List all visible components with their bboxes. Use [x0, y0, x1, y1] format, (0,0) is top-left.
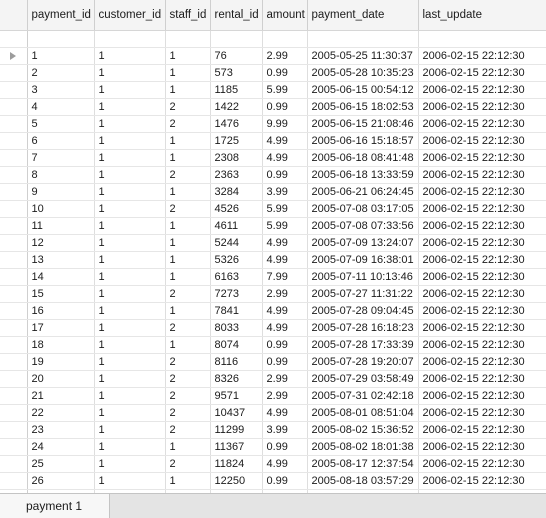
- cell-amount[interactable]: 7.99: [262, 269, 307, 286]
- gap-cell: [210, 31, 262, 48]
- column-header-staff-id[interactable]: staff_id: [165, 0, 210, 31]
- cell-amount[interactable]: 0.99: [262, 167, 307, 184]
- cell-last-update[interactable]: 2006-02-15 22:12:30: [418, 201, 546, 218]
- row-header[interactable]: [0, 303, 27, 320]
- cell-staff-id[interactable]: 1: [165, 218, 210, 235]
- cell-payment-id[interactable]: 20: [27, 371, 94, 388]
- table-row[interactable]: [0, 354, 546, 371]
- row-header[interactable]: [0, 405, 27, 422]
- cell-rental-id[interactable]: 1185: [210, 82, 262, 99]
- cell-customer-id[interactable]: 1: [94, 82, 165, 99]
- cell-amount[interactable]: 4.99: [262, 252, 307, 269]
- cell-payment-id[interactable]: 24: [27, 439, 94, 456]
- cell-last-update[interactable]: 2006-02-15 22:12:30: [418, 337, 546, 354]
- cell-last-update[interactable]: 2006-02-15 22:12:30: [418, 422, 546, 439]
- cell-payment-date[interactable]: 2005-08-02 15:36:52: [307, 422, 418, 439]
- table-row[interactable]: [0, 388, 546, 405]
- cell-payment-id[interactable]: 13: [27, 252, 94, 269]
- column-header-amount[interactable]: amount: [262, 0, 307, 31]
- table-row[interactable]: [0, 235, 546, 252]
- gap-cell: [27, 31, 94, 48]
- cell-amount[interactable]: 5.99: [262, 201, 307, 218]
- cell-payment-date[interactable]: 2005-07-28 16:18:23: [307, 320, 418, 337]
- cell-staff-id[interactable]: 1: [165, 133, 210, 150]
- row-header[interactable]: [0, 371, 27, 388]
- cell-customer-id[interactable]: 1: [94, 286, 165, 303]
- cell-payment-date[interactable]: 2005-07-09 13:24:07: [307, 235, 418, 252]
- cell-rental-id[interactable]: 7273: [210, 286, 262, 303]
- cell-rental-id[interactable]: 1422: [210, 99, 262, 116]
- cell-customer-id[interactable]: 1: [94, 354, 165, 371]
- gap-cell: [262, 31, 307, 48]
- cell-rental-id[interactable]: 76: [210, 48, 262, 65]
- cell-payment-id[interactable]: 25: [27, 456, 94, 473]
- cell-payment-id[interactable]: 15: [27, 286, 94, 303]
- row-header[interactable]: [0, 167, 27, 184]
- row-header[interactable]: [0, 320, 27, 337]
- cell-last-update[interactable]: 2006-02-15 22:12:30: [418, 184, 546, 201]
- cell-last-update[interactable]: 2006-02-15 22:12:30: [418, 456, 546, 473]
- cell-rental-id[interactable]: 4526: [210, 201, 262, 218]
- cell-rental-id[interactable]: 1725: [210, 133, 262, 150]
- cell-payment-date[interactable]: 2005-06-18 13:33:59: [307, 167, 418, 184]
- row-header[interactable]: [0, 286, 27, 303]
- row-header[interactable]: [0, 65, 27, 82]
- table-row[interactable]: [0, 167, 546, 184]
- cell-payment-id[interactable]: 7: [27, 150, 94, 167]
- cell-payment-id[interactable]: 18: [27, 337, 94, 354]
- cell-amount[interactable]: 5.99: [262, 82, 307, 99]
- cell-rental-id[interactable]: 5326: [210, 252, 262, 269]
- cell-amount[interactable]: 3.99: [262, 184, 307, 201]
- cell-staff-id[interactable]: 1: [165, 303, 210, 320]
- table-row[interactable]: [0, 456, 546, 473]
- cell-staff-id[interactable]: 1: [165, 150, 210, 167]
- row-pointer-icon: [10, 52, 16, 60]
- cell-amount[interactable]: 0.99: [262, 65, 307, 82]
- cell-payment-id[interactable]: 21: [27, 388, 94, 405]
- cell-payment-date[interactable]: 2005-06-15 21:08:46: [307, 116, 418, 133]
- table-row[interactable]: [0, 65, 546, 82]
- row-header[interactable]: [0, 354, 27, 371]
- cell-rental-id[interactable]: 7841: [210, 303, 262, 320]
- row-header[interactable]: [0, 388, 27, 405]
- row-header[interactable]: [0, 422, 27, 439]
- cell-payment-date[interactable]: 2005-06-18 08:41:48: [307, 150, 418, 167]
- cell-last-update[interactable]: 2006-02-15 22:12:30: [418, 167, 546, 184]
- table-row[interactable]: [0, 99, 546, 116]
- header-row: [0, 0, 546, 31]
- cell-customer-id[interactable]: 1: [94, 48, 165, 65]
- cell-amount[interactable]: 4.99: [262, 235, 307, 252]
- cell-customer-id[interactable]: 1: [94, 184, 165, 201]
- table-row[interactable]: [0, 371, 546, 388]
- cell-rental-id[interactable]: 8326: [210, 371, 262, 388]
- cell-last-update[interactable]: 2006-02-15 22:12:30: [418, 439, 546, 456]
- cell-staff-id[interactable]: 2: [165, 405, 210, 422]
- cell-rental-id[interactable]: 11367: [210, 439, 262, 456]
- cell-payment-date[interactable]: 2005-08-02 18:01:38: [307, 439, 418, 456]
- column-header-payment-date[interactable]: payment_date: [307, 0, 418, 31]
- cell-payment-date[interactable]: 2005-05-28 10:35:23: [307, 65, 418, 82]
- cell-last-update[interactable]: 2006-02-15 22:12:30: [418, 269, 546, 286]
- table-row[interactable]: [0, 252, 546, 269]
- cell-customer-id[interactable]: 1: [94, 133, 165, 150]
- cell-amount[interactable]: 5.99: [262, 218, 307, 235]
- cell-staff-id[interactable]: 2: [165, 388, 210, 405]
- cell-payment-id[interactable]: 17: [27, 320, 94, 337]
- cell-payment-date[interactable]: 2005-07-28 09:04:45: [307, 303, 418, 320]
- cell-last-update[interactable]: 2006-02-15 22:12:30: [418, 388, 546, 405]
- cell-payment-date[interactable]: 2005-07-08 07:33:56: [307, 218, 418, 235]
- table-row[interactable]: [0, 150, 546, 167]
- column-header-last-update[interactable]: last_update: [418, 0, 546, 31]
- cell-rental-id[interactable]: 573: [210, 65, 262, 82]
- cell-amount[interactable]: 0.99: [262, 337, 307, 354]
- cell-amount[interactable]: 4.99: [262, 303, 307, 320]
- cell-customer-id[interactable]: 1: [94, 371, 165, 388]
- cell-rental-id[interactable]: 8116: [210, 354, 262, 371]
- cell-customer-id[interactable]: 1: [94, 116, 165, 133]
- cell-last-update[interactable]: 2006-02-15 22:12:30: [418, 116, 546, 133]
- cell-rental-id[interactable]: 3284: [210, 184, 262, 201]
- cell-last-update[interactable]: 2006-02-15 22:12:30: [418, 65, 546, 82]
- cell-payment-date[interactable]: 2005-07-09 16:38:01: [307, 252, 418, 269]
- table-row[interactable]: [0, 320, 546, 337]
- cell-staff-id[interactable]: 1: [165, 439, 210, 456]
- cell-payment-date[interactable]: 2005-07-08 03:17:05: [307, 201, 418, 218]
- cell-payment-date[interactable]: 2005-06-15 18:02:53: [307, 99, 418, 116]
- cell-staff-id[interactable]: 2: [165, 286, 210, 303]
- cell-payment-id[interactable]: 2: [27, 65, 94, 82]
- cell-payment-date[interactable]: 2005-07-11 10:13:46: [307, 269, 418, 286]
- row-header-gap: [0, 31, 27, 48]
- cell-last-update[interactable]: 2006-02-15 22:12:30: [418, 371, 546, 388]
- column-header-payment-id[interactable]: payment_id: [27, 0, 94, 31]
- cell-staff-id[interactable]: 1: [165, 48, 210, 65]
- row-header-corner: [0, 0, 27, 31]
- cell-customer-id[interactable]: 1: [94, 439, 165, 456]
- cell-customer-id[interactable]: 1: [94, 388, 165, 405]
- cell-amount[interactable]: 4.99: [262, 320, 307, 337]
- cell-amount[interactable]: 3.99: [262, 422, 307, 439]
- row-header[interactable]: [0, 252, 27, 269]
- row-header[interactable]: [0, 82, 27, 99]
- cell-amount[interactable]: 4.99: [262, 405, 307, 422]
- cell-customer-id[interactable]: 1: [94, 150, 165, 167]
- cell-rental-id[interactable]: 8033: [210, 320, 262, 337]
- cell-payment-id[interactable]: 4: [27, 99, 94, 116]
- table-row[interactable]: [0, 218, 546, 235]
- cell-rental-id[interactable]: 2308: [210, 150, 262, 167]
- cell-staff-id[interactable]: 1: [165, 184, 210, 201]
- cell-rental-id[interactable]: 4611: [210, 218, 262, 235]
- column-header-customer-id[interactable]: customer_id: [94, 0, 165, 31]
- cell-staff-id[interactable]: 1: [165, 473, 210, 490]
- cell-last-update[interactable]: 2006-02-15 22:12:30: [418, 218, 546, 235]
- table-row[interactable]: [0, 337, 546, 354]
- cell-rental-id[interactable]: 10437: [210, 405, 262, 422]
- cell-staff-id[interactable]: 1: [165, 82, 210, 99]
- table-row[interactable]: [0, 439, 546, 456]
- cell-customer-id[interactable]: 1: [94, 473, 165, 490]
- cell-payment-date[interactable]: 2005-07-29 03:58:49: [307, 371, 418, 388]
- gap-cell: [418, 31, 546, 48]
- cell-customer-id[interactable]: 1: [94, 235, 165, 252]
- cell-last-update[interactable]: 2006-02-15 22:12:30: [418, 252, 546, 269]
- gap-cell: [94, 31, 165, 48]
- cell-payment-id[interactable]: 3: [27, 82, 94, 99]
- cell-staff-id[interactable]: 2: [165, 422, 210, 439]
- table-row[interactable]: [0, 405, 546, 422]
- cell-payment-date[interactable]: 2005-05-25 11:30:37: [307, 48, 418, 65]
- table-row[interactable]: [0, 201, 546, 218]
- cell-payment-date[interactable]: 2005-07-31 02:42:18: [307, 388, 418, 405]
- cell-rental-id[interactable]: 11299: [210, 422, 262, 439]
- gap-cell: [165, 31, 210, 48]
- cell-payment-id[interactable]: 14: [27, 269, 94, 286]
- row-header[interactable]: [0, 439, 27, 456]
- cell-payment-id[interactable]: 23: [27, 422, 94, 439]
- cell-rental-id[interactable]: 1476: [210, 116, 262, 133]
- cell-payment-date[interactable]: 2005-07-27 11:31:22: [307, 286, 418, 303]
- cell-last-update[interactable]: 2006-02-15 22:12:30: [418, 473, 546, 490]
- table-row[interactable]: [0, 473, 546, 490]
- row-header[interactable]: [0, 184, 27, 201]
- table-row[interactable]: [0, 269, 546, 286]
- cell-staff-id[interactable]: 2: [165, 354, 210, 371]
- cell-amount[interactable]: 4.99: [262, 133, 307, 150]
- cell-amount[interactable]: 4.99: [262, 150, 307, 167]
- cell-payment-id[interactable]: 1: [27, 48, 94, 65]
- table-row[interactable]: [0, 48, 546, 65]
- cell-amount[interactable]: 2.99: [262, 286, 307, 303]
- cell-last-update[interactable]: 2006-02-15 22:12:30: [418, 354, 546, 371]
- row-header[interactable]: [0, 269, 27, 286]
- cell-customer-id[interactable]: 1: [94, 337, 165, 354]
- cell-payment-id[interactable]: 22: [27, 405, 94, 422]
- header-gap: [0, 31, 546, 48]
- row-header[interactable]: [0, 473, 27, 490]
- cell-staff-id[interactable]: 2: [165, 99, 210, 116]
- cell-amount[interactable]: 4.99: [262, 456, 307, 473]
- cell-payment-id[interactable]: 26: [27, 473, 94, 490]
- table-row[interactable]: [0, 184, 546, 201]
- cell-amount[interactable]: 0.99: [262, 439, 307, 456]
- cell-last-update[interactable]: 2006-02-15 22:12:30: [418, 320, 546, 337]
- cell-payment-id[interactable]: 11: [27, 218, 94, 235]
- row-header[interactable]: [0, 133, 27, 150]
- cell-staff-id[interactable]: 1: [165, 235, 210, 252]
- cell-rental-id[interactable]: 5244: [210, 235, 262, 252]
- row-header[interactable]: [0, 48, 27, 65]
- cell-rental-id[interactable]: 6163: [210, 269, 262, 286]
- cell-last-update[interactable]: 2006-02-15 22:12:30: [418, 405, 546, 422]
- cell-staff-id[interactable]: 1: [165, 337, 210, 354]
- cell-staff-id[interactable]: 2: [165, 456, 210, 473]
- cell-staff-id[interactable]: 2: [165, 167, 210, 184]
- cell-staff-id[interactable]: 1: [165, 65, 210, 82]
- cell-payment-date[interactable]: 2005-08-18 03:57:29: [307, 473, 418, 490]
- cell-customer-id[interactable]: 1: [94, 320, 165, 337]
- cell-last-update[interactable]: 2006-02-15 22:12:30: [418, 82, 546, 99]
- row-header[interactable]: [0, 235, 27, 252]
- cell-payment-date[interactable]: 2005-07-28 19:20:07: [307, 354, 418, 371]
- cell-payment-date[interactable]: 2005-06-15 00:54:12: [307, 82, 418, 99]
- cell-staff-id[interactable]: 2: [165, 116, 210, 133]
- cell-last-update[interactable]: 2006-02-15 22:12:30: [418, 99, 546, 116]
- cell-rental-id[interactable]: 9571: [210, 388, 262, 405]
- cell-amount[interactable]: 2.99: [262, 371, 307, 388]
- cell-staff-id[interactable]: 1: [165, 269, 210, 286]
- row-header[interactable]: [0, 201, 27, 218]
- cell-customer-id[interactable]: 1: [94, 65, 165, 82]
- column-header-rental-id[interactable]: rental_id: [210, 0, 262, 31]
- gap-cell: [307, 31, 418, 48]
- cell-last-update[interactable]: 2006-02-15 22:12:30: [418, 150, 546, 167]
- cell-customer-id[interactable]: 1: [94, 422, 165, 439]
- cell-last-update[interactable]: 2006-02-15 22:12:30: [418, 286, 546, 303]
- cell-payment-date[interactable]: 2005-06-21 06:24:45: [307, 184, 418, 201]
- row-header[interactable]: [0, 337, 27, 354]
- cell-staff-id[interactable]: 1: [165, 252, 210, 269]
- row-header[interactable]: [0, 456, 27, 473]
- cell-customer-id[interactable]: 1: [94, 269, 165, 286]
- cell-amount[interactable]: 0.99: [262, 473, 307, 490]
- cell-customer-id[interactable]: 1: [94, 201, 165, 218]
- cell-payment-date[interactable]: 2005-08-01 08:51:04: [307, 405, 418, 422]
- cell-customer-id[interactable]: 1: [94, 218, 165, 235]
- table-row[interactable]: [0, 422, 546, 439]
- cell-payment-id[interactable]: 10: [27, 201, 94, 218]
- cell-amount[interactable]: 0.99: [262, 99, 307, 116]
- cell-last-update[interactable]: 2006-02-15 22:12:30: [418, 133, 546, 150]
- cell-rental-id[interactable]: 11824: [210, 456, 262, 473]
- row-header[interactable]: [0, 218, 27, 235]
- cell-amount[interactable]: 2.99: [262, 48, 307, 65]
- table-row[interactable]: [0, 133, 546, 150]
- cell-customer-id[interactable]: 1: [94, 303, 165, 320]
- row-header[interactable]: [0, 99, 27, 116]
- cell-payment-id[interactable]: 9: [27, 184, 94, 201]
- table-row[interactable]: [0, 82, 546, 99]
- table-row[interactable]: [0, 116, 546, 133]
- cell-staff-id[interactable]: 2: [165, 371, 210, 388]
- cell-rental-id[interactable]: 12250: [210, 473, 262, 490]
- cell-amount[interactable]: 0.99: [262, 354, 307, 371]
- cell-payment-id[interactable]: 5: [27, 116, 94, 133]
- table-row[interactable]: [0, 303, 546, 320]
- cell-customer-id[interactable]: 1: [94, 456, 165, 473]
- cell-last-update[interactable]: 2006-02-15 22:12:30: [418, 303, 546, 320]
- cell-payment-id[interactable]: 12: [27, 235, 94, 252]
- result-tab-bar: [0, 493, 546, 518]
- cell-payment-id[interactable]: 6: [27, 133, 94, 150]
- row-header[interactable]: [0, 150, 27, 167]
- cell-rental-id[interactable]: 2363: [210, 167, 262, 184]
- cell-last-update[interactable]: 2006-02-15 22:12:30: [418, 235, 546, 252]
- cell-customer-id[interactable]: 1: [94, 252, 165, 269]
- cell-payment-date[interactable]: 2005-06-16 15:18:57: [307, 133, 418, 150]
- table-row[interactable]: [0, 286, 546, 303]
- cell-payment-date[interactable]: 2005-08-17 12:37:54: [307, 456, 418, 473]
- row-header[interactable]: [0, 116, 27, 133]
- cell-amount[interactable]: 2.99: [262, 388, 307, 405]
- cell-staff-id[interactable]: 2: [165, 320, 210, 337]
- cell-payment-id[interactable]: 8: [27, 167, 94, 184]
- cell-customer-id[interactable]: 1: [94, 405, 165, 422]
- cell-amount[interactable]: 9.99: [262, 116, 307, 133]
- cell-customer-id[interactable]: 1: [94, 99, 165, 116]
- cell-rental-id[interactable]: 8074: [210, 337, 262, 354]
- cell-customer-id[interactable]: 1: [94, 167, 165, 184]
- cell-payment-id[interactable]: 19: [27, 354, 94, 371]
- result-rows: [0, 31, 546, 494]
- tab-payment-1[interactable]: payment 1: [0, 494, 110, 518]
- cell-last-update[interactable]: 2006-02-15 22:12:30: [418, 48, 546, 65]
- cell-payment-date[interactable]: 2005-07-28 17:33:39: [307, 337, 418, 354]
- cell-staff-id[interactable]: 2: [165, 201, 210, 218]
- cell-payment-id[interactable]: 16: [27, 303, 94, 320]
